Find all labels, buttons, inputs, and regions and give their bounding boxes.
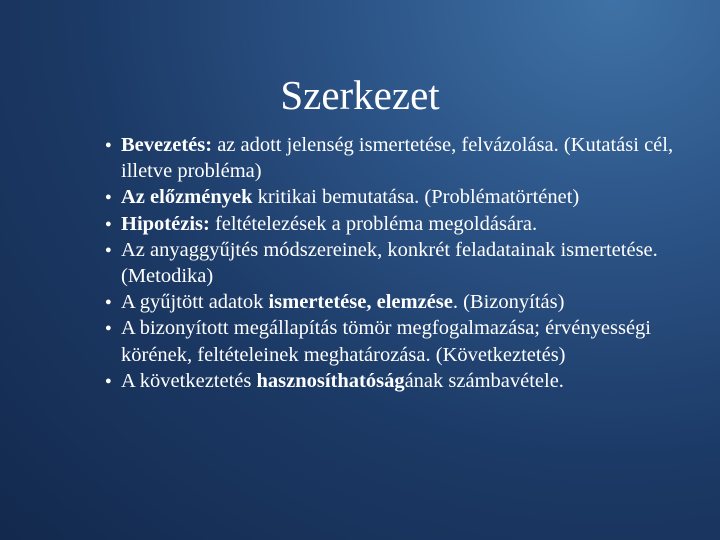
bullet-icon: ● [105,139,112,151]
item-text: kritikai bemutatása. (Problématörténet) [252,186,580,209]
item-text: feltételezések a probléma megoldására. [209,212,538,235]
list-item [100,289,700,315]
slide-title [0,70,720,120]
bullet-icon: ● [105,322,112,335]
list-item [100,315,700,367]
item-bold-text: Hipotézis: [121,212,210,235]
list-item [100,368,700,394]
bullet-list [100,132,700,394]
slide-title-text: Szerkezet [280,72,440,118]
list-item [100,184,700,210]
item-bold-text: ismertetése, elemzése [268,291,453,314]
item-bold-text: hasznosíthatóság [256,369,405,392]
list-item [100,211,700,237]
bullet-icon: ● [105,217,112,230]
item-text: az adott jelenség ismertetése, felvázolása. (Kutatási cél, illetve probléma) [121,134,674,183]
item-bold-text: Bevezetés: [121,134,213,156]
item-text: A bizonyított megállapítás tömör megfogalmazása; érvényességi körének, feltételeinek meghatározása. (Következtetés) [121,317,651,366]
item-text: A gyűjtött adatok [121,291,269,314]
bullet-icon: ● [105,374,112,387]
item-text: ának számbavétele. [404,369,564,392]
bullet-icon: ● [105,296,112,309]
item-bold-text: Az előzmények [121,186,253,209]
list-item [100,237,700,289]
item-text: . (Bizonyítás) [452,291,565,314]
bullet-icon: ● [105,243,112,256]
bullet-icon: ● [105,191,112,204]
list-item [100,132,700,184]
item-text: Az anyaggyűjtés módszereinek, konkrét feladatainak ismertetése. (Metodika) [121,238,658,288]
item-text: A következtetés [121,369,257,392]
